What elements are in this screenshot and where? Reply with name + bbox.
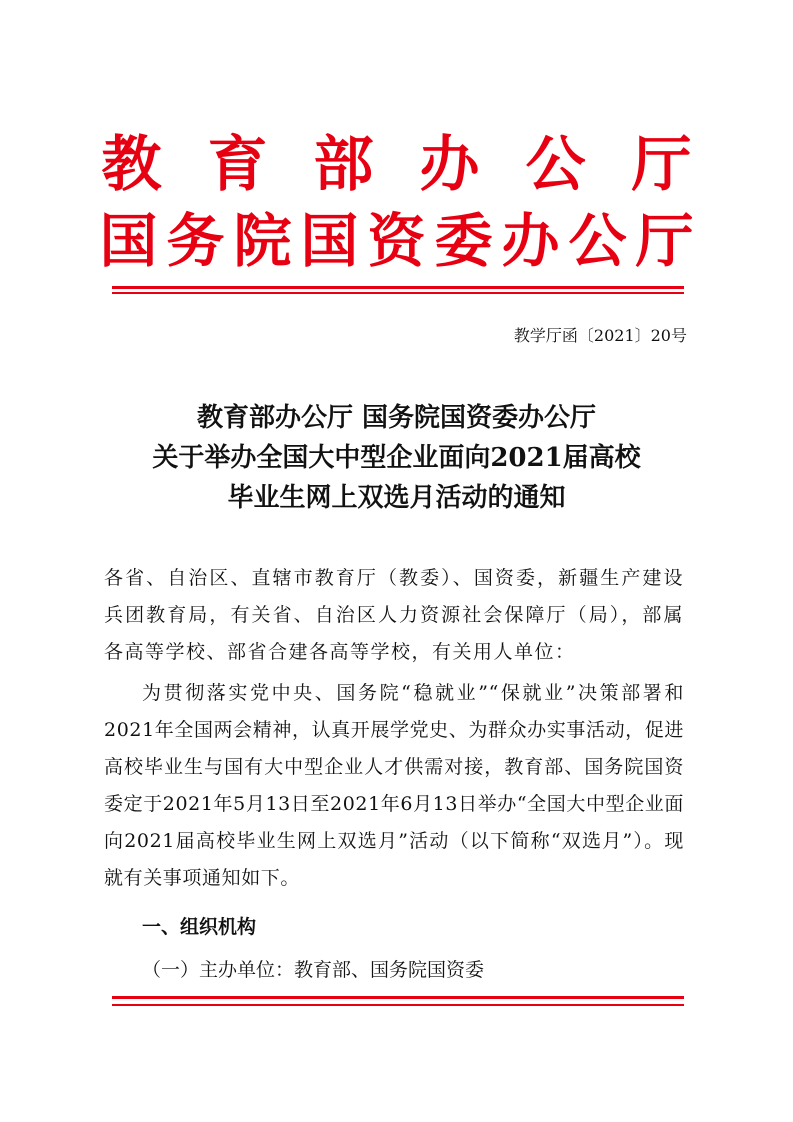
footer-divider-thin <box>112 1004 684 1006</box>
document-title <box>0 398 793 518</box>
issuing-org-line-1: 教育部办公厅 <box>101 130 738 200</box>
subsection-text: （一）主办单位：教育部、国务院国资委 <box>142 959 485 981</box>
title-line-1: 教育部办公厅 国务院国资委办公厅 <box>196 403 597 433</box>
section-heading: 一、组织机构 <box>142 916 257 938</box>
salutation-paragraph: 各省、自治区、直辖市教育厅（教委）、国资委，新疆生产建设兵团教育局，有关省、自治区人力资源社会保障厅（局），部属各高等学校、部省合建各高等学校，有关用人单位： <box>104 567 684 663</box>
header-divider-thin <box>112 292 684 294</box>
issuing-org-line-2: 国务院国资委办公厅 <box>99 207 703 275</box>
title-line-2: 关于举办全国大中型企业面向2021届高校 <box>152 443 641 473</box>
footer-divider-thick <box>112 996 684 999</box>
document-number: 教学厅函〔2021〕20号 <box>513 326 687 345</box>
body-paragraph: 为贯彻落实党中央、国务院“稳就业”“保就业”决策部署和2021年全国两会精神，认真开展学党史、为群众办实事活动，促进高校毕业生与国有大中型企业人才供需对接，教育部、国务院国资委定于2021年5月13日至2021年6月13日举办“全国大中型企业面向2021届高校毕业生网上双选月”活动（以下简称“双选月”）。现就有关事项通知如下。 <box>104 682 684 889</box>
title-line-3: 毕业生网上双选月活动的通知 <box>227 483 566 513</box>
header-divider-thick <box>112 286 684 289</box>
